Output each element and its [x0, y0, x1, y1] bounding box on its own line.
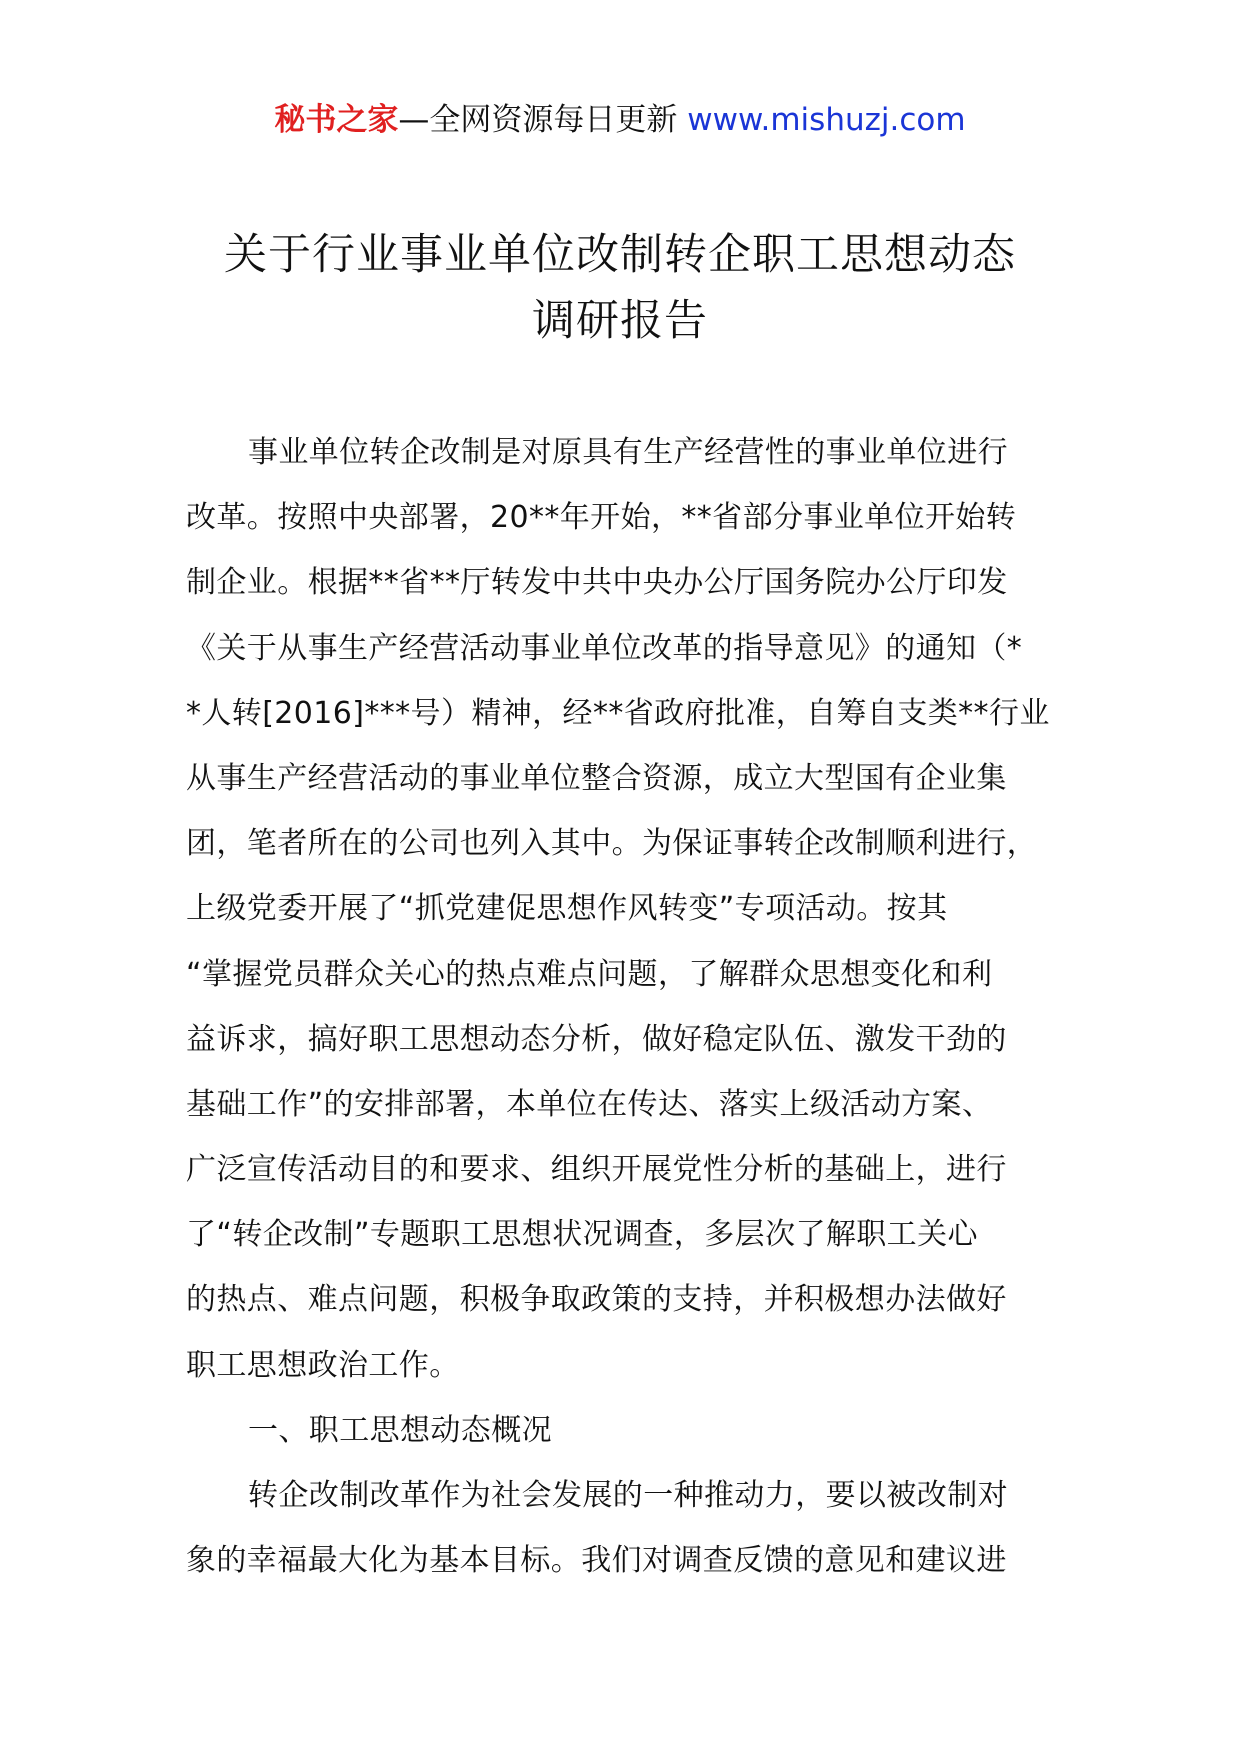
paragraph-line: *人转[2016]***号）精神，经**省政府批准，自筹自支类**行业 [186, 695, 1050, 731]
paragraph-line: 从事生产经营活动的事业单位整合资源，成立大型国有企业集 [186, 760, 1007, 796]
paragraph-line: 广泛宣传活动目的和要求、组织开展党性分析的基础上，进行 [186, 1152, 1007, 1188]
paragraph-line: 上级党委开展了“抓党建促思想作风转变”专项活动。按其 [186, 891, 948, 927]
paragraph-overview [186, 1463, 1054, 1593]
section-heading-text: 一、职工思想动态概况 [248, 1412, 552, 1448]
site-header [0, 98, 1240, 142]
section-heading-1 [186, 1398, 1054, 1463]
paragraph-line: 象的幸福最大化为基本目标。我们对调查反馈的意见和建议进 [186, 1543, 1007, 1579]
paragraph-line: 益诉求，搞好职工思想动态分析，做好稳定队伍、激发干劲的 [186, 1021, 1007, 1057]
title-line-2: 调研报告 [532, 296, 708, 346]
paragraph-line: 事业单位转企改制是对原具有生产经营性的事业单位进行 [248, 435, 1008, 470]
site-brand: 秘书之家 [274, 102, 399, 138]
paragraph-line: 制企业。根据**省**厅转发中共中央办公厅国务院办公厅印发 [186, 565, 1008, 601]
paragraph-intro [186, 420, 1054, 1398]
site-url-link[interactable]: www.mishuzj.com [687, 102, 966, 138]
document-title [0, 222, 1240, 354]
paragraph-line: 《关于从事生产经营活动事业单位改革的指导意见》的通知（* [186, 630, 1023, 666]
paragraph-line: 团，笔者所在的公司也列入其中。为保证事转企改制顺利进行， [186, 826, 1038, 862]
paragraph-line: “掌握党员群众关心的热点难点问题，了解群众思想变化和利 [186, 956, 993, 992]
paragraph-line: 基础工作”的安排部署，本单位在传达、落实上级活动方案、 [186, 1086, 993, 1122]
paragraph-line: 了“转企改制”专题职工思想状况调查，多层次了解职工关心 [186, 1217, 978, 1253]
paragraph-line: 的热点、难点问题，积极争取政策的支持，并积极想办法做好 [186, 1282, 1007, 1318]
paragraph-line: 职工思想政治工作。 [186, 1347, 460, 1383]
paragraph-line: 转企改制改革作为社会发展的一种推动力，要以被改制对 [248, 1478, 1008, 1513]
site-tagline: —全网资源每日更新 [398, 102, 688, 138]
paragraph-line: 改革。按照中央部署，20**年开始，**省部分事业单位开始转 [186, 500, 1017, 536]
title-line-1: 关于行业事业单位改制转企职工思想动态 [224, 230, 1016, 280]
document-body [186, 420, 1054, 1593]
